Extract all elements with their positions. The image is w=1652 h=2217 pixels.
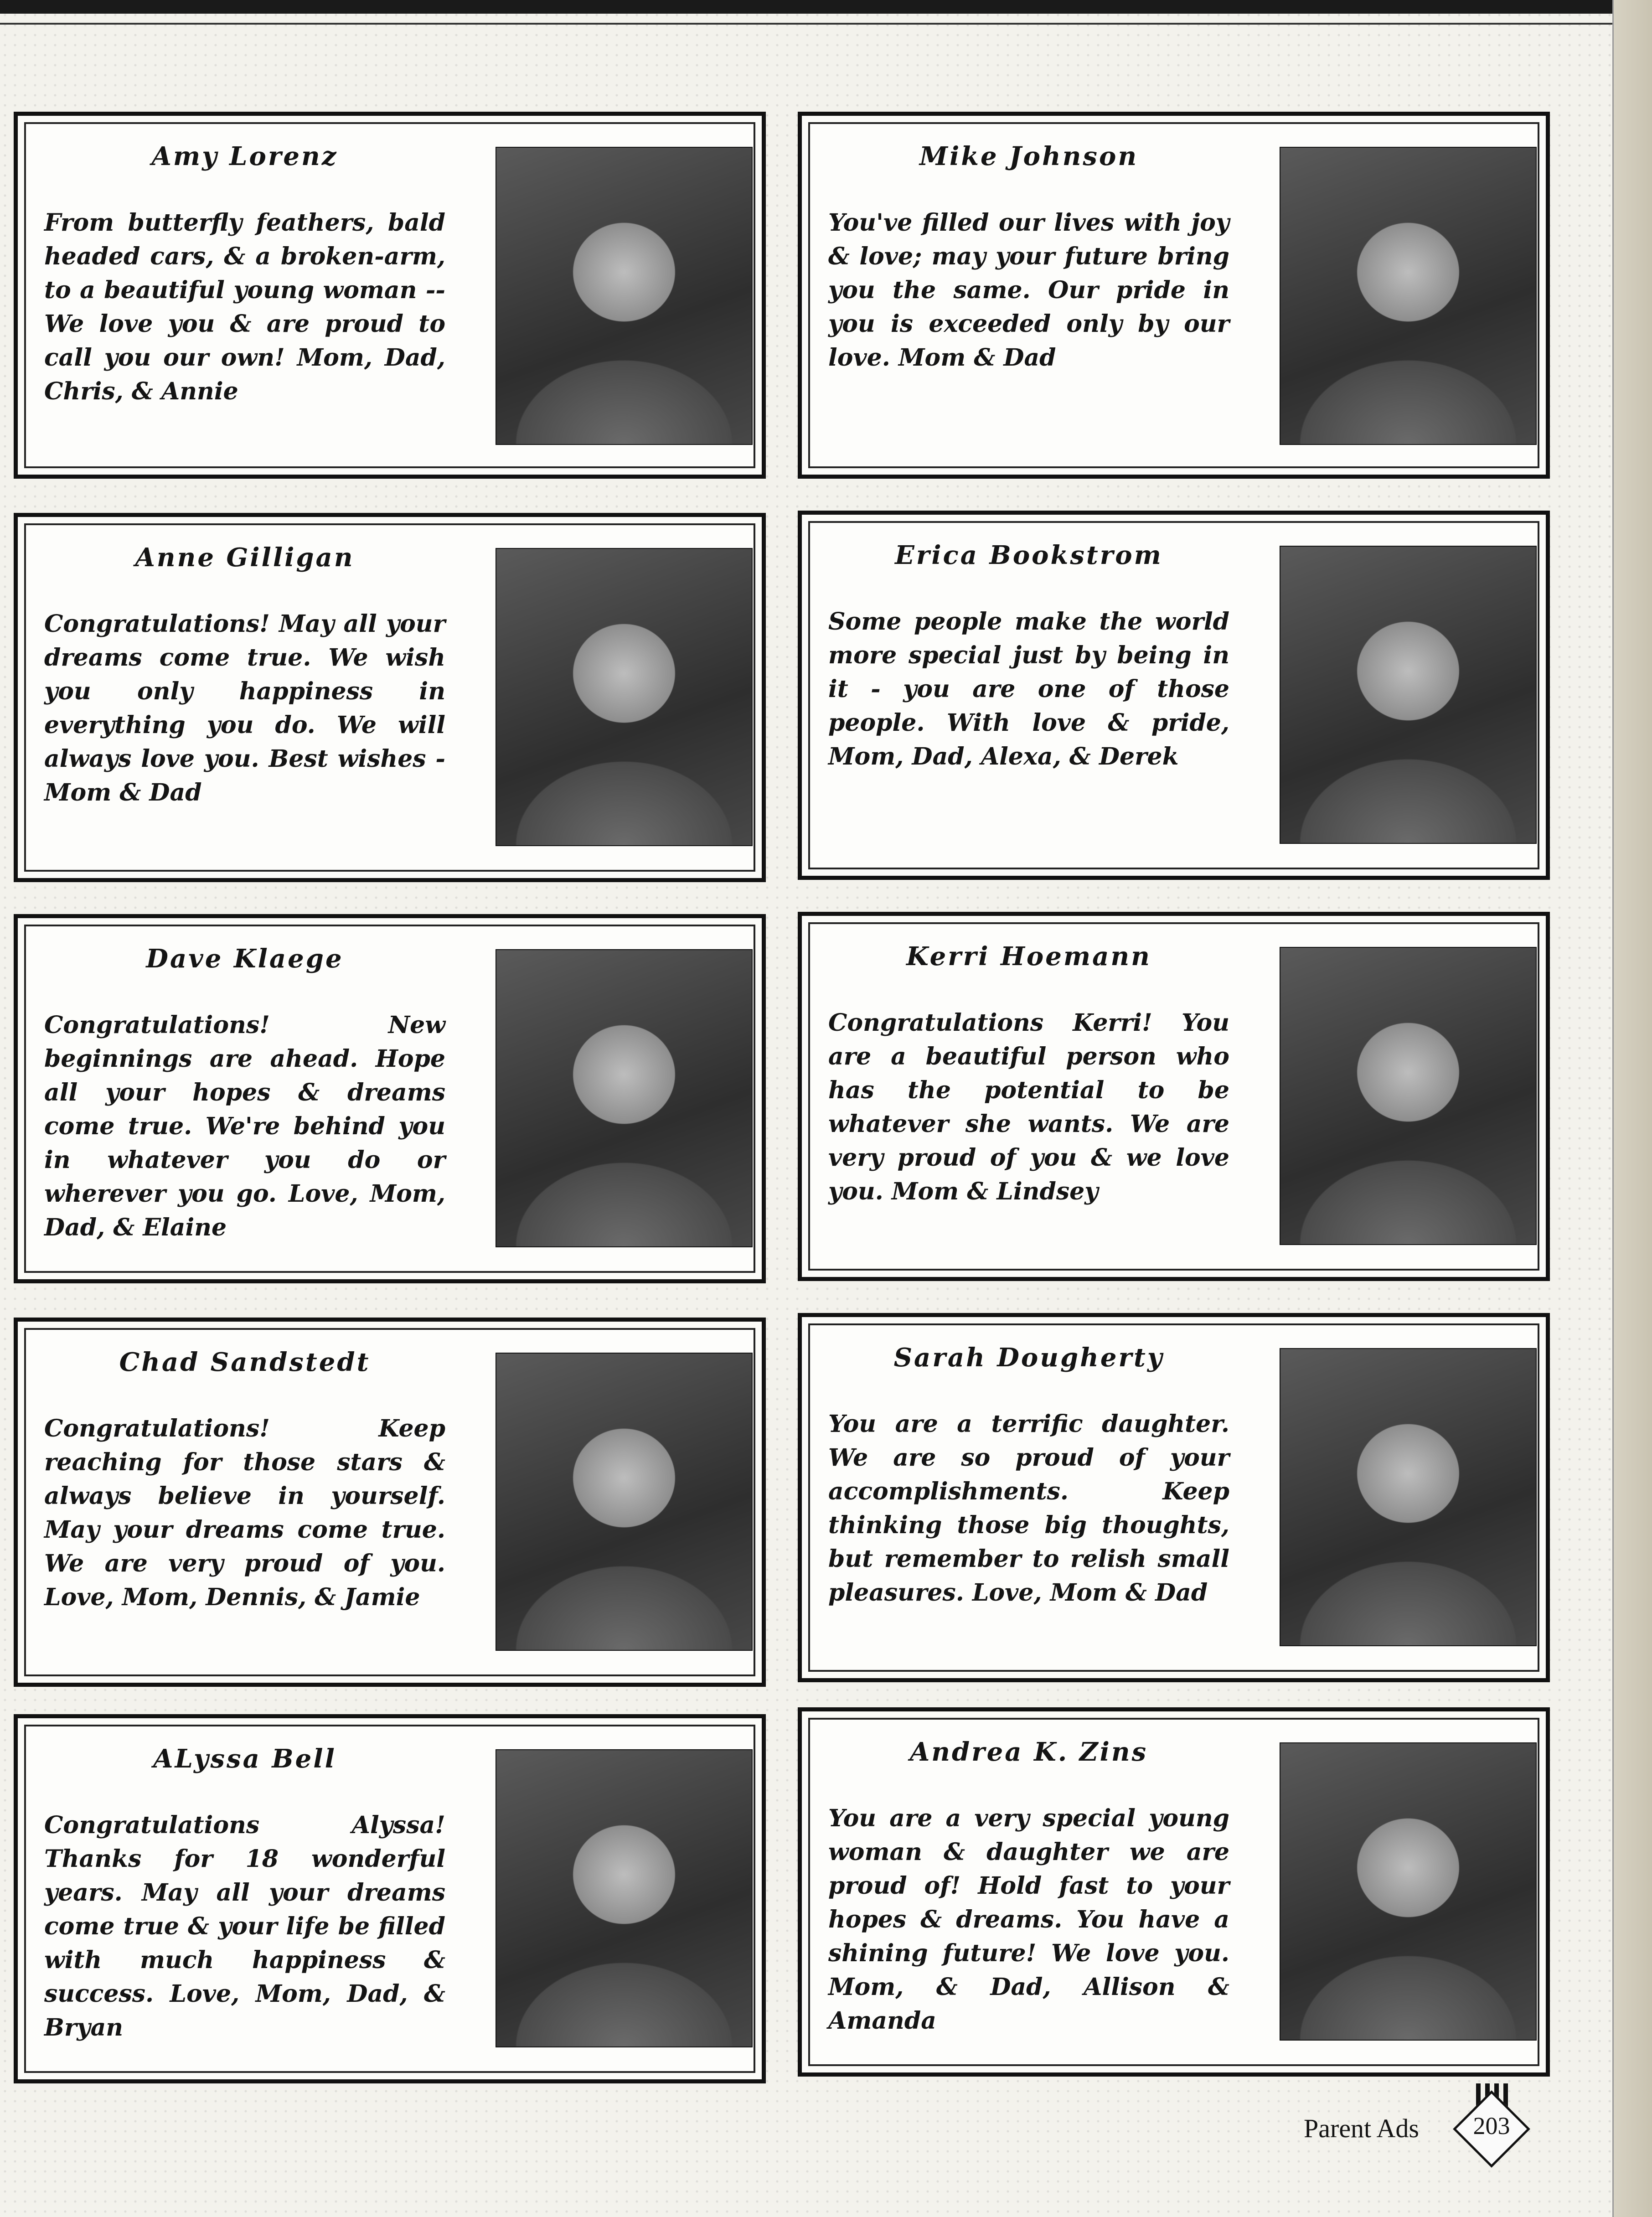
student-photo — [1280, 947, 1537, 1245]
parent-ad-frame — [24, 1328, 755, 1676]
parent-ad-card — [14, 1318, 766, 1687]
parent-ad-frame — [808, 521, 1539, 869]
student-name: Anne Gilligan — [135, 543, 355, 573]
student-name: Kerri Hoemann — [906, 941, 1151, 972]
student-photo — [496, 147, 753, 445]
student-name: Chad Sandstedt — [119, 1347, 371, 1377]
parent-ad-frame — [808, 1323, 1539, 1672]
student-photo — [496, 1353, 753, 1651]
parent-message: You are a very special young woman & daughter we are proud of! Hold fast to your hopes & dreams. You have a shining future! We love you. Mom, & Dad, Allison & Amanda — [828, 1804, 1229, 2035]
parent-ad-card — [14, 112, 766, 479]
parent-ad-card — [798, 511, 1550, 880]
student-photo — [496, 548, 753, 846]
top-rule — [0, 23, 1614, 25]
parent-ad-card — [14, 1714, 766, 2083]
parent-message: From butterfly feathers, bald headed cars, & a broken-arm, to a beautiful young woman -- We love you & are proud to call you our own! Mom, Dad, Chris, & Annie — [44, 209, 445, 405]
parent-ad-frame — [24, 523, 755, 872]
student-photo — [1280, 1742, 1537, 2041]
parent-message: Congratulations Kerri! You are a beautiful person who has the potential to be whatever she wants. We are very proud of you & we love you. Mom & Lindsey — [828, 1009, 1229, 1205]
parent-ad-card — [798, 1313, 1550, 1682]
parent-message: Some people make the world more special just by being in it - you are one of those people. With love & pride, Mom, Dad, Alexa, & Derek — [828, 608, 1229, 770]
student-name: Mike Johnson — [919, 141, 1139, 171]
parent-message: You are a terrific daughter. We are so proud of your accomplishments. Keep thinking those big thoughts, but remember to relish small pleasures. Love, Mom & Dad — [828, 1410, 1229, 1607]
student-name: Erica Bookstrom — [895, 540, 1163, 570]
parent-ad-card — [14, 914, 766, 1283]
parent-message: You've filled our lives with joy & love; may your future bring you the same. Our pride in you is exceeded only by our love. Mom & Dad — [828, 209, 1229, 372]
section-label: Parent Ads — [1304, 2114, 1419, 2143]
student-photo — [1280, 1348, 1537, 1646]
parent-ad-frame — [808, 1718, 1539, 2066]
parent-ad-card — [14, 513, 766, 882]
parent-ad-card — [798, 112, 1550, 479]
parent-message: Congratulations! New beginnings are ahead. Hope all your hopes & dreams come true. We're behind you in whatever you do or wherever you go. Love, Mom, Dad, & Elaine — [44, 1011, 445, 1241]
student-name: Amy Lorenz — [151, 141, 338, 171]
page-number: 203 — [1473, 2112, 1510, 2139]
student-name: Andrea K. Zins — [909, 1737, 1148, 1767]
student-name: ALyssa Bell — [153, 1744, 336, 1774]
parent-ad-frame — [24, 925, 755, 1273]
parent-ad-card — [798, 1707, 1550, 2077]
student-name: Dave Klaege — [146, 944, 344, 974]
parent-ad-card — [798, 912, 1550, 1281]
student-photo — [1280, 546, 1537, 844]
student-photo — [496, 949, 753, 1247]
parent-message: Congratulations Alyssa! Thanks for 18 wonderful years. May all your dreams come true & your life be filled with much happiness & success. Love, Mom, Dad, & Bryan — [44, 1811, 445, 2041]
parent-ad-frame — [808, 122, 1539, 468]
parent-ad-frame — [24, 122, 755, 468]
student-photo — [496, 1749, 753, 2047]
parent-message: Congratulations! May all your dreams come true. We wish you only happiness in everything you do. We will always love you. Best wishes - Mom & Dad — [44, 610, 445, 806]
page-binding-edge — [1612, 0, 1652, 2217]
parent-ad-frame — [808, 922, 1539, 1271]
parent-ad-frame — [24, 1725, 755, 2073]
page-top-edge — [0, 0, 1652, 14]
parent-message: Congratulations! Keep reaching for those stars & always believe in yourself. May your dreams come true. We are very proud of you. Love, Mom, Dennis, & Jamie — [44, 1415, 445, 1611]
student-name: Sarah Dougherty — [893, 1343, 1164, 1373]
student-photo — [1280, 147, 1537, 445]
